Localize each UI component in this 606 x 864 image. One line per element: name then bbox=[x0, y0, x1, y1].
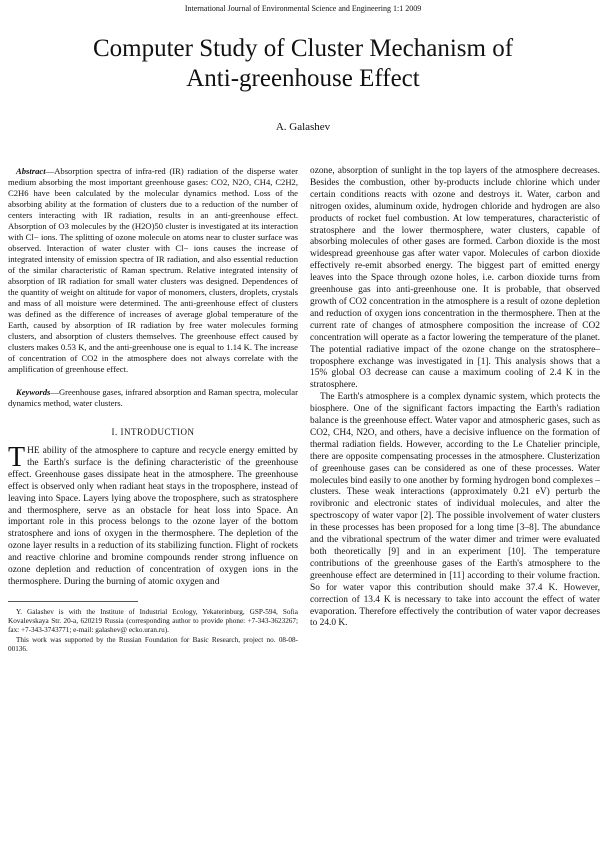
keywords bbox=[8, 387, 298, 409]
paper-title bbox=[0, 34, 606, 94]
abstract bbox=[8, 166, 298, 375]
right-paragraph-1: ozone, absorption of sunlight in the top layers of the atmosphere decreases. Besides the combustion, other by-products include chlorine which under certain conditions reacts with ozone and destroys it. Water, carbon and nitrogen oxides, aluminum oxide, hydrogen chloride and hydrogen are also products of rocket fuel combustion. At low temperatures, characteristic of stratosphere and the lower thermosphere, water clusters, capable of absorbing molecules of other gases are formed. Carbon dioxide is the most widespread greenhouse gas after water vapor. Molecules of carbon dioxide effectively re-emit absorbed energy. The biggest part of emitted energy leaves into the Space through ozone holes, i.e. carbon dioxide turns from greenhouse gas into anti-greenhouse one. It is probable, that observed growth of CO2 concentration in the atmosphere is a result of ozone depletion and reduction of oxygen ions concentration in the thermosphere. Then at the current rate of changes of atmosphere composition the increase of CO2 concentration will operate as a factor lowering the temperature of the planet. The potential radiative impact of the ozone change on the stratosphere–troposphere exchange was investigated in [1]. This analysis shows that a 15% global O3 decrease can cause a maximum cooling of 2.4 K in the stratosphere. bbox=[310, 166, 600, 391]
section-heading: I. INTRODUCTION bbox=[111, 427, 195, 437]
keywords-label: Keywords bbox=[16, 387, 51, 397]
right-paragraph-2: The Earth's atmosphere is a complex dynamic system, which protects the biosphere. One of the significant factors impacting the Earth's radiation balance is the greenhouse effect. Water vapor and atmospheric gases, such as CO2, CH4, N2O, and others, have a decisive influence on the formation of thermal radiation fields. However, according to the Le Chatelier principle, there are opposite compensating processes in the atmosphere. Clusterization of greenhouse gases can be considered as one of these processes. Water molecules bind easily to one another by forming hydrogen bond complexes – clusters. These weak interactions (approximately 0.21 eV) perturb the rovibronic and electronic states of individual molecules, and alter the spectroscopy of water vapor [2]. The possible involvement of water clusters in these processes has been proposed for a long time [3–8]. The abundance and the vibrational spectrum of the water dimer and trimer were evaluated both theoretically [9] and in an experiment [10]. The temperature contributions of the greenhouse gases of the Earth's atmosphere to the greenhouse effect are determined in [11] according to their volume fraction. So for water vapor this contribution should make 37.4 K. However, correction of 13.4 K is necessary to take into account the effect of water evaporation. Therefore effectively the contribution of water vapor decreases to 24.0 K. bbox=[310, 392, 600, 629]
title-line-1: Computer Study of Cluster Mechanism of bbox=[92, 35, 514, 62]
drop-cap: T bbox=[8, 442, 26, 473]
journal-header: International Journal of Environmental Science and Engineering 1:1 2009 bbox=[184, 4, 422, 13]
abstract-text: —Absorption spectra of infra-red (IR) radiation of the disperse water medium absorbing the most important greenhouse gases: CO2, N2O, CH4, C2H2, C2H6 have been calculated by the molecular dynamics method. Loss of the absorbing ability at the formation of clusters due to a reduction of the number of centers interacting with IR radiation, results in an anti-greenhouse effect. Absorption of O3 molecules by the (H2O)50 cluster is investigated at its interaction with Cl− ions. The splitting of ozone molecule on atoms near to cluster surface was observed. Interaction of water cluster with Cl− ions causes the increase of integrated intensity of emission spectra of IR radiation, and also essential reduction of the similar characteristic of Raman spectrum. Relative integrated intensity of absorption of IR radiation for small water clusters was designed. Dependences of the quantity of weight on altitude for vapor of monomers, clusters, droplets, crystals and mass of all moisture were determined. The anti-greenhouse effect of clusters was defined as the difference of increases of average global temperature of the Earth, caused by absorption of IR radiation by free water molecules forming clusters, and absorption of clusters themselves. The greenhouse effect caused by clusters makes 0.53 K, and the anti-greenhouse one is equal to 1.14 K. The increase of concentration of CO2 in the atmosphere does not always correlate with the amplification of greenhouse effect. bbox=[8, 166, 298, 374]
intro-text: HE ability of the atmosphere to capture and recycle energy emitted by the Earth's surface is the defining characteristic of the greenhouse effect. Greenhouse gases dissipate heat in the atmosphere. The greenhouse effect is observed only when radiant heat stays in the troposphere, instead of leaving into Space. Layers lying above the troposphere, such as stratosphere and thermosphere, serve as an obstacle for heat loss into Space. An important role in this process belongs to the ozone layer of the bottom stratosphere and ions of oxygen in the thermosphere. The depletion of the ozone layer results in a reduction of its stabilizing function. Flight of rockets and reactive chlorine and bromine compounds render strong influence on ozone depletion and reduction of concentration of oxygen ions in the thermosphere. During the burning of atomic oxygen and bbox=[8, 446, 298, 587]
intro-paragraph bbox=[8, 442, 298, 589]
footnote-rule bbox=[8, 601, 138, 602]
left-column bbox=[8, 166, 298, 654]
footnote-author: Y. Galashev is with the Institute of Industrial Ecology, Yekaterinburg, GSP-594, Sofia Kovalevskaya Str. 20-a, 620219 Russia (corresponding author to provide phone: +7-343-3623267; fax: +7-343-3743771; e-mail: galashev@ ecko.uran.ru). bbox=[8, 607, 298, 635]
keywords-text: —Greenhouse gases, infrared absorption and Raman spectra, molecular dynamics method, water clusters. bbox=[8, 387, 298, 408]
abstract-label: Abstract bbox=[16, 166, 46, 176]
title-line-2: Anti-greenhouse Effect bbox=[186, 65, 420, 92]
footnote-funding: This work was supported by the Russian Foundation for Basic Research, project no. 08-08-00136. bbox=[8, 635, 298, 654]
right-column bbox=[310, 166, 600, 630]
author-name: A. Galashev bbox=[275, 121, 331, 133]
